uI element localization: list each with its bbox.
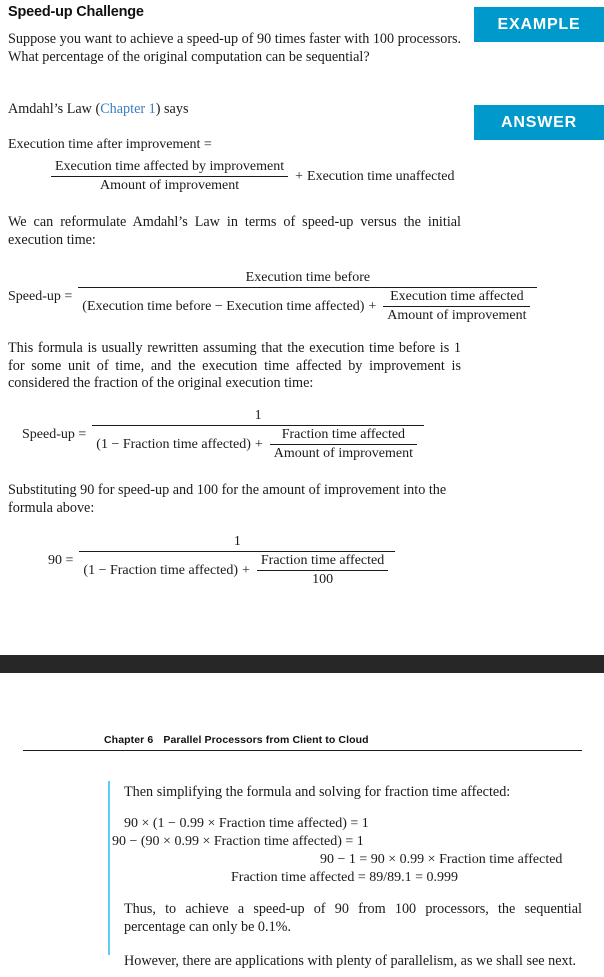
frac-speedup-outer [78,270,537,324]
formula-exec-time-lhs: Execution time after improvement = [8,137,212,152]
frac-inner [270,427,417,462]
frac-numerator: Execution time before [245,270,371,285]
question-paragraph: Suppose you want to achieve a speed-up of 90 times faster with 100 processors. What percentage of the original computation can be sequential? [8,31,462,65]
chapter-header-rule [23,750,582,751]
frac-denominator: Amount of improvement [387,308,527,323]
formula-speedup-exec [8,270,540,324]
frac-denominator [79,552,395,588]
frac-numerator: Fraction time affected [281,427,406,442]
answer-step-3: 90 − 1 = 90 × 0.99 × Fraction time affected [320,852,563,867]
answer-side-rule [108,781,110,955]
formula-90-equals [48,534,398,588]
chapter-title: Parallel Processors from Client to Cloud [163,734,369,746]
page-break-bar [0,655,604,673]
frac-numerator: 1 [254,408,262,423]
frac-exec-improvement [51,159,288,194]
frac-denominator [78,288,537,324]
plus-operator: + [254,436,263,452]
answer-conclusion: Thus, to achieve a speed-up of 90 from 100 processors, the sequential percentage can only be 0.1%. [124,901,582,935]
frac-denominator: Amount of improvement [99,178,240,193]
plus-operator: + [368,298,377,314]
frac-speedup-outer [92,408,424,462]
paragraph-reformulate: We can reformulate Amdahl’s Law in terms of speed-up versus the initial execution time: [8,214,461,248]
formula3-lhs: Speed-up = [22,427,87,442]
frac-inner [383,289,530,324]
frac-denominator: 100 [312,572,334,587]
formula-tail: Execution time unaffected [307,168,455,184]
formula2-lhs: Speed-up = [8,289,73,304]
frac-denominator [92,426,424,462]
frac-numerator: 1 [233,534,241,549]
chapter-1-link[interactable]: Chapter 1 [100,101,156,117]
frac-speedup-outer [79,534,395,588]
denominator-left: (Execution time before − Execution time affected) [82,298,365,314]
amdahl-intro-prefix: Amdahl’s Law ( [8,101,101,117]
paragraph-rewritten: This formula is usually rewritten assuming that the execution time before is 1 for some unit of time, and the execution time affected by improvement is considered the fraction of the original execution time: [8,340,461,391]
frac-inner [257,553,388,588]
formula-exec-time-fraction [48,159,454,194]
chapter-running-head [104,734,369,746]
answer-step-1: 90 × (1 − 0.99 × Fraction time affected) = 1 [124,816,369,831]
denominator-left: (1 − Fraction time affected) [83,562,238,578]
plus-operator: + [295,168,304,184]
example-badge: EXAMPLE [474,7,604,42]
answer-badge: ANSWER [474,105,604,140]
frac-numerator: Execution time affected by improvement [55,159,285,174]
frac-numerator: Fraction time affected [260,553,385,568]
plus-operator: + [241,562,250,578]
chapter-number: Chapter 6 [104,734,154,746]
frac-denominator: Amount of improvement [273,446,413,461]
denominator-left: (1 − Fraction time affected) [96,436,251,452]
frac-numerator: Execution time affected [390,289,524,304]
formula-speedup-fraction [22,408,427,462]
amdahl-intro-suffix: ) says [155,101,189,117]
answer-step-4: Fraction time affected = 89/89.1 = 0.999 [231,870,459,885]
formula4-lhs: 90 = [48,553,74,568]
answer-step-2: 90 − (90 × 0.99 × Fraction time affected) = 1 [112,834,364,849]
paragraph-substituting: Substituting 90 for speed-up and 100 for the amount of improvement into the formula above: [8,482,447,516]
closing-paragraph: However, there are applications with plenty of parallelism, as we shall see next. [124,953,577,969]
amdahl-law-intro [8,101,408,119]
section-title: Speed-up Challenge [8,4,144,20]
answer-intro-text: Then simplifying the formula and solving for fraction time affected: [124,784,511,800]
